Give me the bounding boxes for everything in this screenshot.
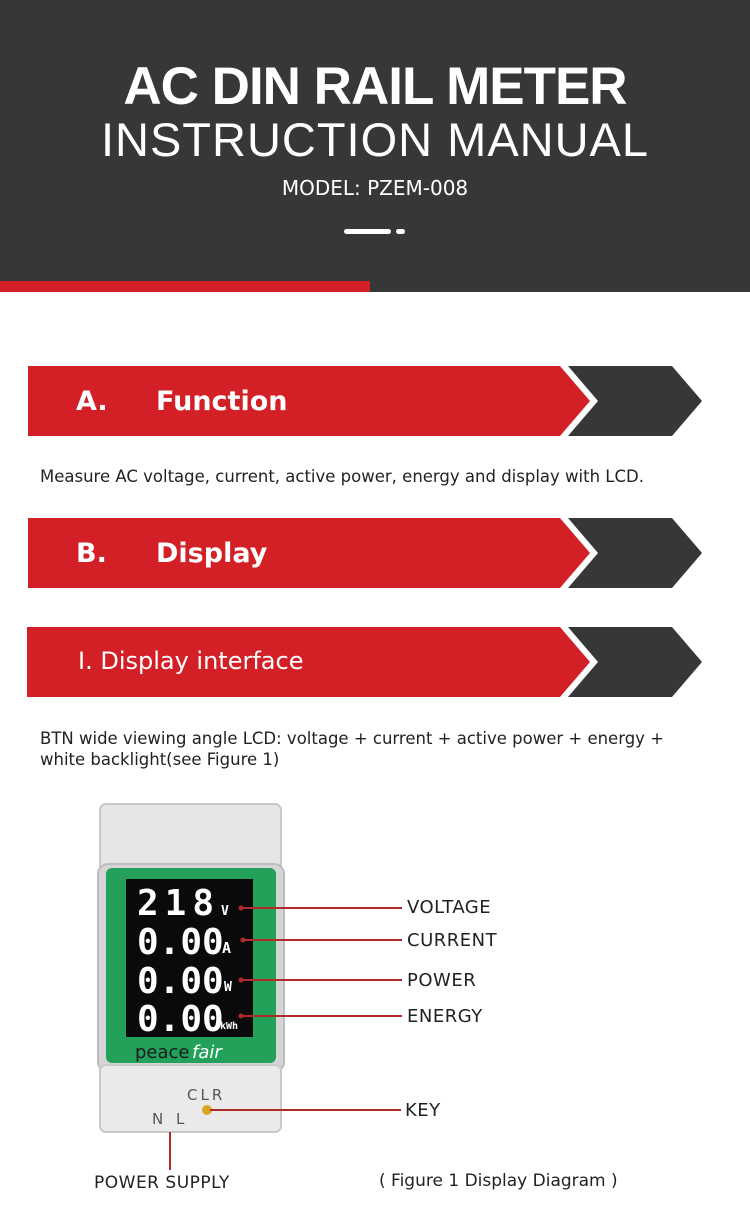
label-key: KEY xyxy=(405,1100,441,1121)
decor-dash-short xyxy=(396,229,405,234)
label-energy: ENERGY xyxy=(407,1006,483,1027)
label-voltage: VOLTAGE xyxy=(407,897,492,918)
page-subtitle: INSTRUCTION MANUAL xyxy=(100,113,650,166)
lcd-power-value: 0.00 xyxy=(137,961,224,1002)
lcd-voltage-value: 218 xyxy=(137,883,221,924)
divider-dark xyxy=(370,281,750,292)
model-number: MODEL: PZEM-008 xyxy=(281,176,469,200)
lcd-current-unit: A xyxy=(222,939,232,957)
divider-red xyxy=(0,281,370,292)
section-letter: B. xyxy=(76,538,107,569)
label-current: CURRENT xyxy=(407,930,498,951)
header-band xyxy=(0,0,750,281)
page-title: AC DIN RAIL METER xyxy=(123,57,627,116)
description-line-1: BTN wide viewing angle LCD: voltage + current + active power + energy + xyxy=(40,729,665,748)
display-interface-description xyxy=(40,728,664,770)
label-power-supply: POWER SUPPLY xyxy=(94,1173,230,1193)
lcd-voltage-unit: V xyxy=(221,904,229,919)
function-description: Measure AC voltage, current, active power, energy and display with LCD. xyxy=(40,467,644,486)
lcd-current-value: 0.00 xyxy=(137,922,224,963)
section-title: Display xyxy=(156,538,268,569)
banner-shape xyxy=(0,518,750,590)
brand-logo-part2: fair xyxy=(192,1042,222,1063)
banner-shape xyxy=(0,366,750,438)
key-text: CLR xyxy=(187,1086,226,1104)
brand-logo-part1: peace xyxy=(135,1042,190,1063)
section-banner-display xyxy=(0,518,750,590)
lcd-power-unit: W xyxy=(224,980,232,995)
section-title: Function xyxy=(156,386,288,417)
label-power: POWER xyxy=(407,970,477,991)
decor-dash-long xyxy=(344,229,391,234)
figure-caption: ( Figure 1 Display Diagram ) xyxy=(379,1171,618,1191)
section-banner-function xyxy=(0,366,750,438)
lcd-energy-unit: kWh xyxy=(220,1021,239,1032)
section-letter: A. xyxy=(76,386,108,417)
device-diagram xyxy=(0,800,750,1210)
subsection-banner-display-interface xyxy=(0,627,750,699)
subsection-title: I. Display interface xyxy=(78,647,304,675)
lcd-energy-value: 0.00 xyxy=(137,999,224,1040)
terminal-labels: N L xyxy=(152,1110,189,1128)
description-line-2: white backlight(see Figure 1) xyxy=(40,750,280,769)
